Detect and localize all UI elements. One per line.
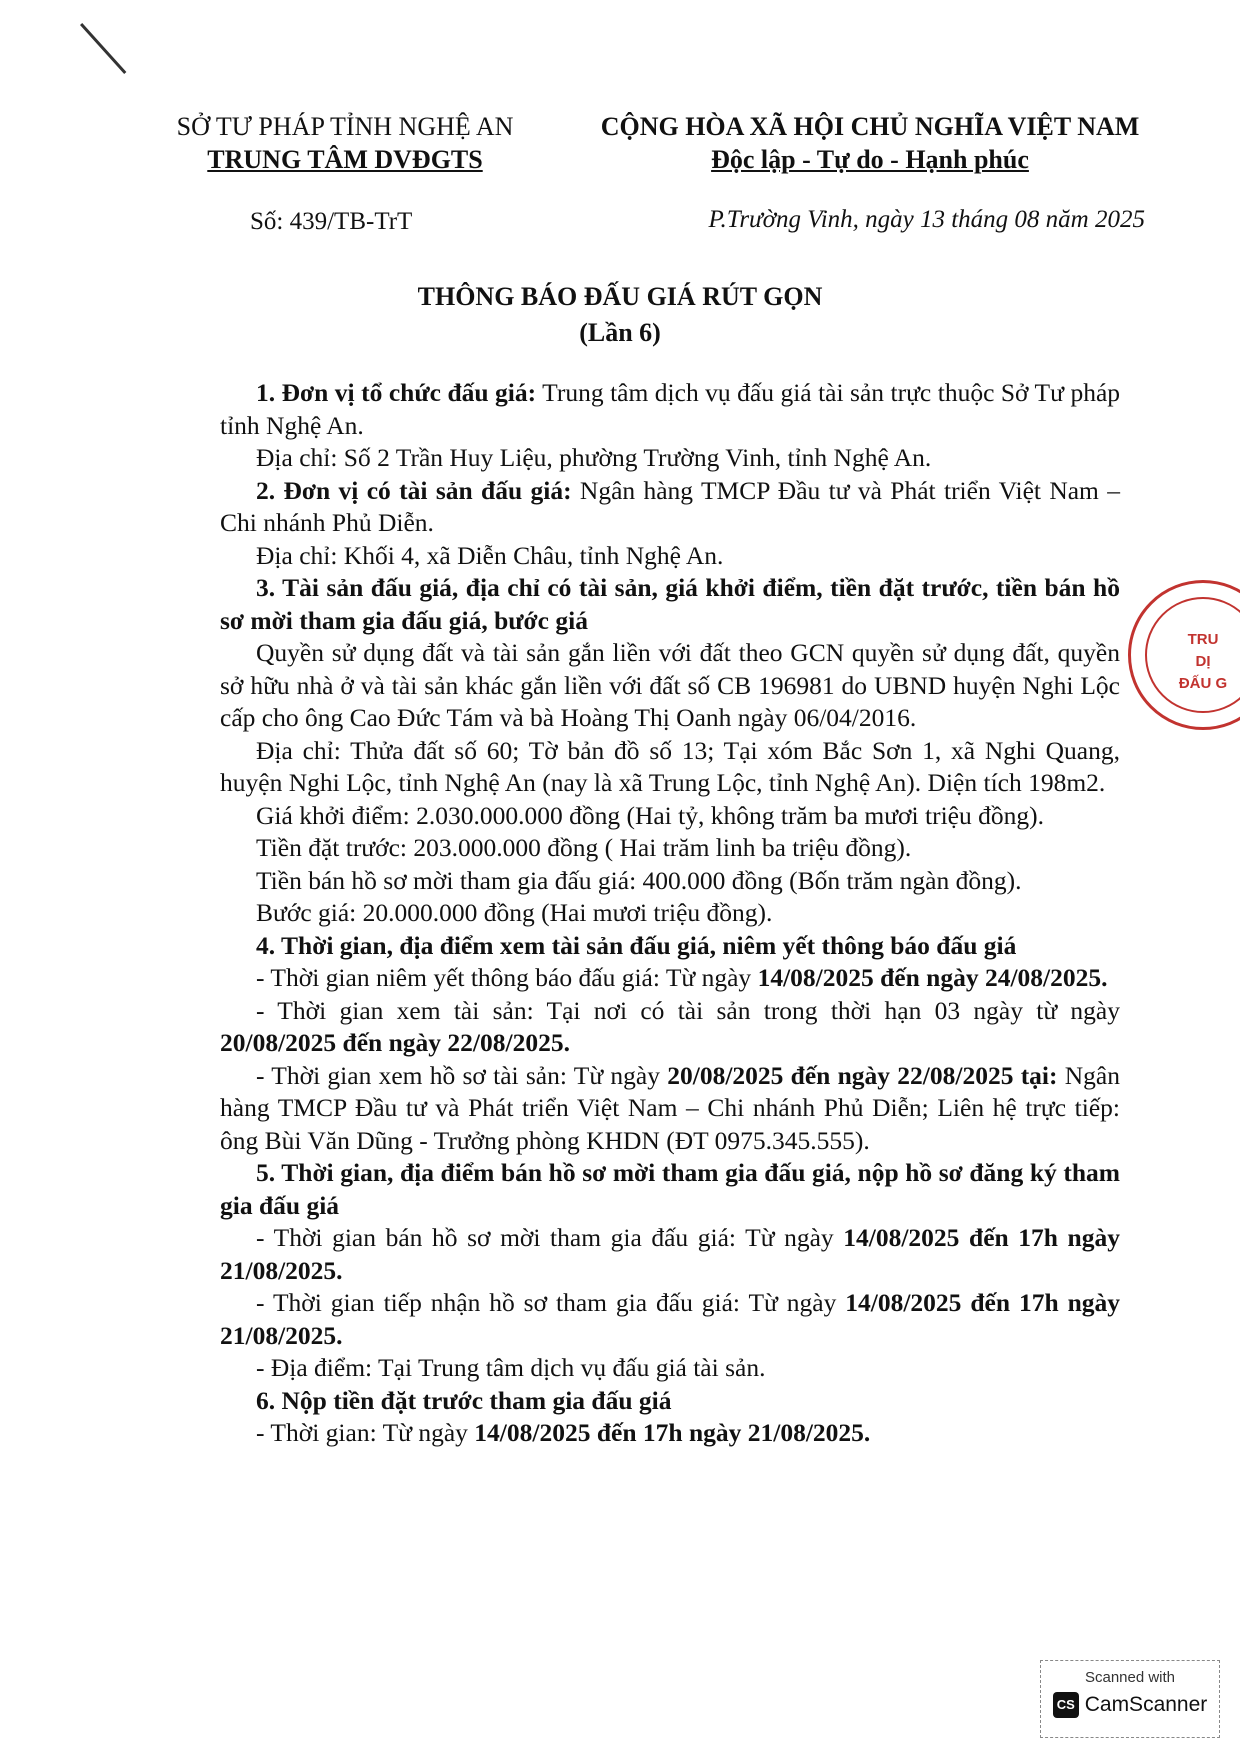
section-4-heading: 4. Thời gian, địa điểm xem tài sản đấu giá, niêm yết thông báo đấu giá bbox=[256, 930, 1017, 960]
section-5-receive-dates: 14/08/2025 đến 17h ngày 21/08/2025. bbox=[220, 1288, 1121, 1350]
badge-app-name: CamScanner bbox=[1084, 1693, 1208, 1716]
title-main: THÔNG BÁO ĐẤU GIÁ RÚT GỌN bbox=[417, 282, 823, 311]
section-6-time-dates: 14/08/2025 đến 17h ngày 21/08/2025. bbox=[474, 1418, 871, 1447]
section-4-docs-place: Ngân hàng TMCP Đầu tư và Phát triển Việt Nam – Chi nhánh Phủ Diễn; Liên hệ trực tiếp: ông Bùi Văn Dũng - Trưởng phòng KHDN (ĐT 0975.345.555). bbox=[220, 1060, 1121, 1155]
section-5-receive bbox=[220, 1287, 1120, 1352]
section-2-address: Địa chỉ: Khối 4, xã Diễn Châu, tỉnh Nghệ An. bbox=[256, 540, 724, 570]
section-1-address: Địa chỉ: Số 2 Trần Huy Liệu, phường Trường Vinh, tỉnh Nghệ An. bbox=[256, 443, 932, 472]
section-4-posting-text: - Thời gian niêm yết thông báo đấu giá: Từ ngày bbox=[256, 963, 758, 992]
national-motto: Độc lập - Tự do - Hạnh phúc bbox=[711, 145, 1029, 174]
section-6-heading: 6. Nộp tiền đặt trước tham gia đấu giá bbox=[256, 1385, 672, 1415]
section-5-sale-text: - Thời gian bán hồ sơ mời tham gia đấu giá: Từ ngày bbox=[256, 1223, 844, 1252]
section-5-receive-text: - Thời gian tiếp nhận hồ sơ tham gia đấu giá: Từ ngày bbox=[256, 1288, 846, 1317]
document-date: P.Trường Vinh, ngày 13 tháng 08 năm 2025 bbox=[708, 206, 1145, 233]
national-title: CỘNG HÒA XÃ HỘI CHỦ NGHĨA VIỆT NAM bbox=[600, 112, 1140, 141]
section-4-docs-text: - Thời gian xem hồ sơ tài sản: Từ ngày bbox=[256, 1060, 668, 1090]
badge-row bbox=[1041, 1692, 1219, 1718]
section-1-heading: 1. Đơn vị tổ chức đấu giá: bbox=[256, 378, 537, 407]
section-3-deposit: Tiền đặt trước: 203.000.000 đồng ( Hai trăm linh ba triệu đồng). bbox=[256, 833, 912, 862]
camscanner-badge bbox=[1040, 1660, 1220, 1738]
section-4-viewing bbox=[220, 995, 1120, 1060]
document-number: Số: 439/TB-TrT bbox=[250, 208, 413, 235]
section-2-heading: 2. Đơn vị có tài sản đấu giá: bbox=[256, 475, 572, 505]
seal-stamp-inner bbox=[1145, 597, 1240, 713]
badge-caption: Scanned with bbox=[1084, 1669, 1176, 1686]
section-4-viewing-dates: 20/08/2025 đến ngày 22/08/2025. bbox=[220, 1028, 570, 1057]
scan-mark bbox=[80, 23, 126, 74]
issuer-header bbox=[160, 110, 530, 176]
seal-stamp bbox=[1128, 580, 1240, 730]
section-4-docs bbox=[220, 1060, 1120, 1158]
title-sub: (Lần 6) bbox=[579, 318, 661, 347]
national-header bbox=[570, 110, 1170, 176]
section-2 bbox=[220, 475, 1120, 540]
document-title bbox=[0, 279, 1240, 351]
stamp-line-3: ĐẤU G bbox=[1178, 675, 1228, 692]
issuer-center: TRUNG TÂM DVĐGTS bbox=[207, 145, 483, 174]
section-3-dossier-fee: Tiền bán hồ sơ mời tham gia đấu giá: 400.000 đồng (Bốn trăm ngàn đồng). bbox=[256, 865, 1022, 895]
section-4-viewing-text: - Thời gian xem tài sản: Tại nơi có tài sản trong thời hạn 03 ngày từ ngày bbox=[256, 995, 1120, 1025]
issuer-department: SỞ TƯ PHÁP TỈNH NGHỆ AN bbox=[176, 112, 514, 141]
section-3-step: Bước giá: 20.000.000 đồng (Hai mươi triệu đồng). bbox=[256, 898, 773, 927]
stamp-line-2: DỊ bbox=[1195, 653, 1211, 670]
stamp-line-1: TRU bbox=[1187, 631, 1219, 648]
section-4-posting-dates: 14/08/2025 đến ngày 24/08/2025. bbox=[757, 963, 1108, 992]
section-3-asset: Quyền sử dụng đất và tài sản gắn liền với đất theo GCN quyền sử dụng đất, quyền sở hữu nhà ở và tài sản khác gắn liền với đất số CB 196981 do UBND huyện Nghi Lộc cấp cho ông Cao Đức Tám và bà Hoàng Thị Oanh ngày 06/04/2016. bbox=[220, 638, 1120, 732]
section-3-address: Địa chỉ: Thửa đất số 60; Tờ bản đồ số 13; Tại xóm Bắc Sơn 1, xã Nghi Quang, huyện Nghi Lộc, tỉnh Nghệ An (nay là xã Trung Lộc, tỉnh Nghệ An). Diện tích 198m2. bbox=[220, 735, 1120, 797]
section-1 bbox=[220, 377, 1120, 442]
section-6-time bbox=[220, 1417, 1120, 1450]
section-4-docs-dates: 20/08/2025 đến ngày 22/08/2025 tại: bbox=[667, 1060, 1058, 1090]
section-5-heading: 5. Thời gian, địa điểm bán hồ sơ mời tham gia đấu giá, nộp hồ sơ đăng ký tham gia đấu giá bbox=[220, 1158, 1120, 1220]
section-6-time-text: - Thời gian: Từ ngày bbox=[256, 1418, 475, 1447]
section-5-sale bbox=[220, 1222, 1120, 1287]
section-3-start-price: Giá khởi điểm: 2.030.000.000 đồng (Hai tỷ, không trăm ba mươi triệu đồng). bbox=[256, 800, 1044, 830]
camscanner-logo-icon: CS bbox=[1053, 1692, 1079, 1718]
document-body bbox=[220, 377, 1120, 1450]
section-4-posting bbox=[220, 962, 1120, 995]
section-2-text: Ngân hàng TMCP Đầu tư và Phát triển Việt Nam – Chi nhánh Phủ Diễn. bbox=[220, 475, 1120, 537]
section-5-sale-dates: 14/08/2025 đến 17h ngày 21/08/2025. bbox=[220, 1223, 1120, 1285]
section-5-place: - Địa điểm: Tại Trung tâm dịch vụ đấu giá tài sản. bbox=[256, 1353, 766, 1382]
section-3-heading: 3. Tài sản đấu giá, địa chỉ có tài sản, giá khởi điểm, tiền đặt trước, tiền bán hồ sơ mời tham gia đấu giá, bước giá bbox=[220, 573, 1120, 635]
section-1-text: Trung tâm dịch vụ đấu giá tài sản trực thuộc Sở Tư pháp tỉnh Nghệ An. bbox=[220, 378, 1121, 440]
